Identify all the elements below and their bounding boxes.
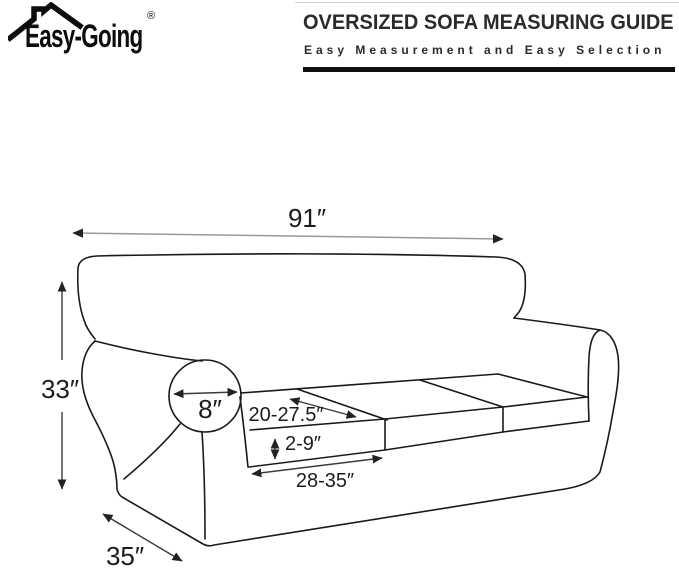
registered-trademark: ® — [147, 10, 156, 22]
dimension-label-overall-width: 91″ — [287, 203, 327, 233]
sofa-outer-silhouette — [82, 318, 619, 546]
dimension-arm-width — [174, 392, 237, 424]
sofa-left-arm-front-curve — [124, 424, 180, 479]
brand-logo-text: Easy-Going — [25, 18, 143, 54]
dimension-label-seat-depth: 20-27.5″ — [248, 404, 324, 426]
dimension-label-back-height: 33″ — [40, 374, 80, 404]
dimension-label-cushion-thickness: 2-9″ — [285, 433, 321, 455]
sofa-outline — [78, 254, 619, 546]
dimension-label-cushion-width: 28-35″ — [295, 470, 355, 492]
dimension-base-depth — [103, 514, 182, 568]
sofa-backrest — [78, 254, 526, 339]
dimension-arrow-overall-width — [73, 233, 503, 239]
dimension-cushion-thickness — [275, 433, 321, 459]
guide-subtitle: Easy Measurement and Easy Selection — [304, 43, 666, 57]
dimension-overall-width — [73, 203, 503, 239]
dimension-label-arm-width: 8″ — [198, 394, 222, 424]
sofa-left-arm-inner-edge — [240, 397, 248, 467]
dimension-cushion-width — [252, 458, 382, 492]
dimension-back-height — [41, 282, 79, 489]
sofa-cushion-divider-top-2 — [420, 380, 503, 407]
guide-title: OVERSIZED SOFA MEASURING GUIDE — [303, 11, 674, 34]
sofa-seat-back-edge — [241, 374, 498, 393]
sofa-right-arm-inner-edge — [588, 330, 600, 421]
sofa-left-arm-top — [95, 341, 202, 361]
sofa-base-front-corner — [202, 432, 205, 539]
dimension-label-base-depth: 35″ — [105, 541, 145, 568]
sofa-seat-right-junction — [498, 374, 587, 397]
